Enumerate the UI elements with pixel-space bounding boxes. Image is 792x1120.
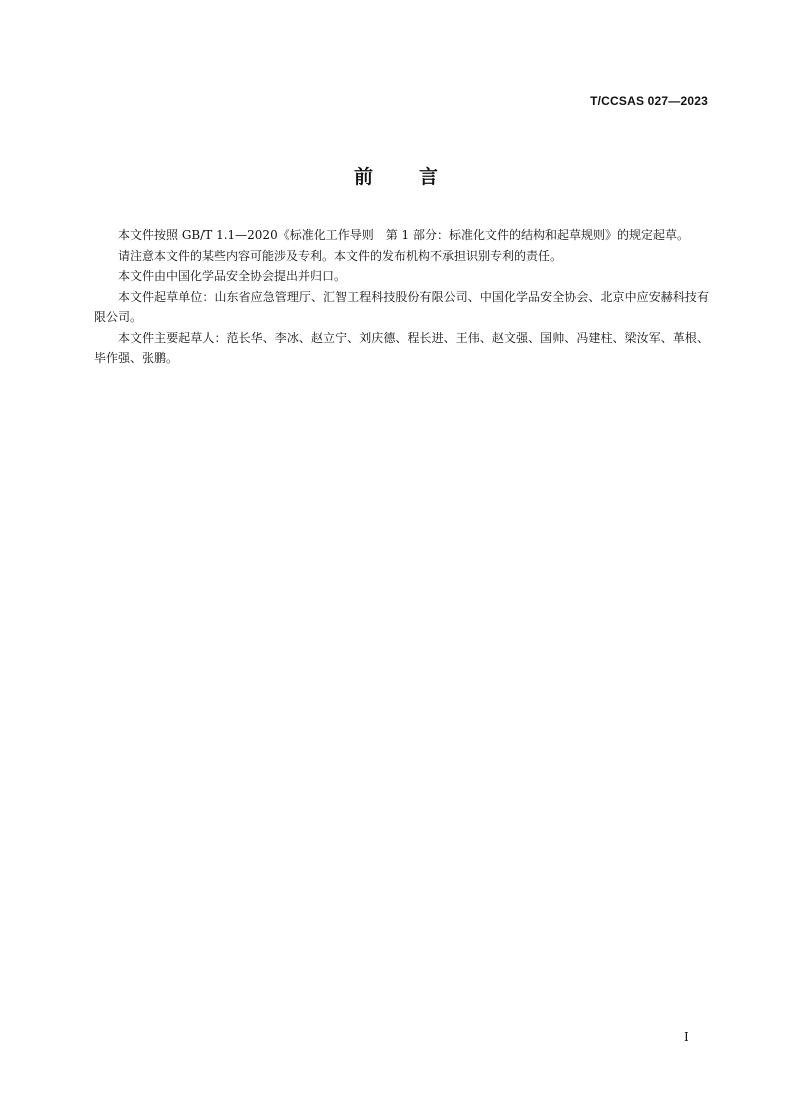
page-title: 前言 (353, 166, 484, 188)
paragraph-drafting-rules: 本文件按照 GB/T 1.1—2020《标准化工作导则 第 1 部分：标准化文件的结构和起草规则》的规定起草。 (118, 228, 689, 242)
paragraph-patent-notice: 请注意本文件的某些内容可能涉及专利。本文件的发布机构不承担识别专利的责任。 (118, 248, 563, 263)
standard-code: T/CCSAS 027—2023 (590, 94, 708, 108)
paragraph-drafting-units: 本文件起草单位：山东省应急管理厅、汇智工程科技股份有限公司、中国化学品安全协会、北京中应安赫科技有限公司。 (94, 289, 709, 324)
foreword-body (94, 225, 709, 369)
paragraph-drafters: 本文件主要起草人：范长华、李冰、赵立宁、刘庆德、程长进、王伟、赵文强、国帅、冯建柱、梁汝军、革根、毕作强、张鹏。 (94, 330, 709, 365)
paragraph-proposer: 本文件由中国化学品安全协会提出并归口。 (118, 269, 347, 283)
page-number: I (684, 1030, 689, 1044)
